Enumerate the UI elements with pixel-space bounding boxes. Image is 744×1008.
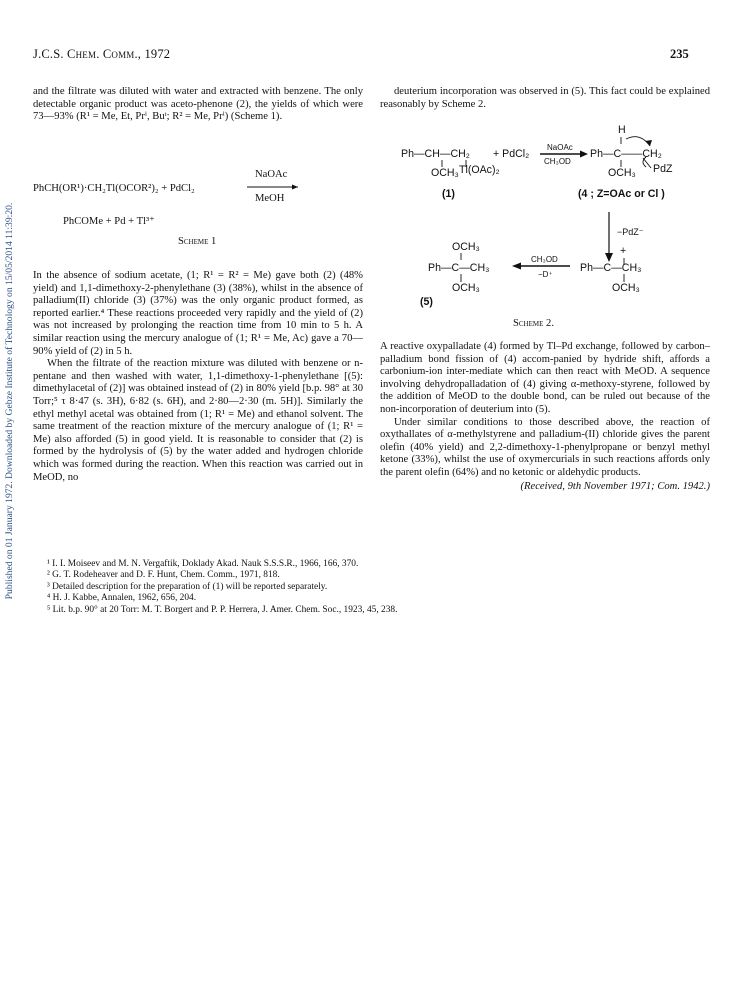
- left-para1-text: and the filtrate was diluted with water and extracted with benzene. The only detectable organic product was aceto-phenone (2), the yields of which were 73—93% (R¹ = Me, Et, Prⁱ, Buᵗ; R² = Me, Prⁱ) (Scheme 1).: [33, 86, 363, 123]
- scheme2-int-h: H: [618, 124, 626, 136]
- scheme2-int-sub-left: OCH₃: [608, 167, 636, 179]
- right-para3-text: Under similar conditions to those described above, the reaction of oxythallates of α-methylstyrene and palladium-(II) chloride gives the parent olefin (40% yield) and 2,2-dimethoxy-1-phenylpropane or benzyl methyl ketone (33%), whilst the use of oxymercurials in such reactions affords only the parent olefin (64%) and no ketonic or aldehydic products.: [380, 416, 710, 478]
- scheme1-caption: Scheme 1: [178, 236, 217, 247]
- reference-3: ³ Detailed description for the preparation of (1) will be reported separately.: [47, 581, 328, 592]
- scheme2-reactant-top: Ph—CH—CH₂: [401, 148, 470, 160]
- journal-header: J.C.S. Chem. Comm., 1972: [33, 47, 171, 61]
- scheme2-reactant-sub-right: Tl(OAc)₂: [459, 164, 500, 176]
- left-para3-text: When the filtrate of the reaction mixture was diluted with benzene or n-pentane and then washed with water, 1,1-dimethoxy-1-phenylethane [(5): dimethylacetal of (2)] was obtained instead of (2) in 80% yield [b.p. 98° at 30 Torr;⁵ τ 8·47 (s. 3H), 6·82 (s. 6H), and 2·80—2·30 (m. 5H)]. Similarly the ethyl methyl acetal was obtained from (1; R¹ = Me) and ethanol solvent. The same treatment of the reaction mixture of the mercury analogue of (1; R¹ = Me) also afforded (5) in good yield. It is reasonable to consider that (2) is formed by the hydrolysis of (5) by the water added and hydrogen chloride which was formed during the reaction. When this reaction was carried out in MeOD, no: [33, 358, 363, 483]
- reference-5: ⁵ Lit. b.p. 90° at 20 Torr: M. T. Borgert and P. P. Herrera, J. Amer. Chem. Soc., 1923, 45, 238.: [47, 604, 398, 615]
- scheme2-reactant-sub-left: OCH₃: [431, 167, 459, 179]
- scheme2-plus-reagent: + PdCl₂: [493, 148, 530, 160]
- scheme2-arrow1-top: NaOAc: [547, 143, 573, 152]
- reference-2: ² G. T. Rodeheaver and D. F. Hunt, Chem. Comm., 1971, 818.: [47, 570, 280, 581]
- scheme2-arrow3-bottom: −D⁺: [538, 270, 553, 279]
- scheme2-label-4: (4 ; Z=OAc or Cl ): [578, 188, 665, 200]
- right-para1-text: deuterium incorporation was observed in (5). This fact could be explained reasonably by Scheme 2.: [380, 86, 710, 110]
- scheme1-reagent-bottom: MeOH: [255, 193, 285, 204]
- left-para2-text: In the absence of sodium acetate, (1; R¹ = R² = Me) gave both (2) (48% yield) and 1,1-dimethoxy-2-phenylethane (3) (38%), whilst in the absence of palladium(II) chloride (3) (37%) was the only organic product formed, as reported earlier.⁴ These reactions proceeded very rapidly and the yield of (2) was not increased by prolonging the reaction time from 10 min to 5 h. A similar reaction using the mercury analogue of (1; R¹ = Me, Ac) gave a 70—90% yield of (2) in 5 h.: [33, 270, 363, 357]
- scheme1-reagent-top: NaOAc: [255, 169, 288, 180]
- scheme2-label-5: (5): [420, 296, 433, 308]
- scheme2-cation-top: Ph—C—CH₃: [580, 262, 642, 274]
- right-paragraph-2: [380, 341, 710, 493]
- download-stamp: Published on 01 January 1972. Downloaded by Gebze Institute of Technology on 15/05/2014 11:39:20.: [4, 202, 15, 600]
- scheme1-product: PhCOMe + Pd + Tl³⁺: [63, 216, 155, 227]
- scheme1-reactant: PhCH(OR¹)·CH₂Tl(OCOR²)₂ + PdCl₂: [33, 183, 195, 194]
- scheme2-int-top: Ph—C——CH₂: [590, 148, 662, 160]
- scheme2-product-bottom: OCH₃: [452, 282, 480, 294]
- reference-4: ⁴ H. J. Kabbe, Annalen, 1962, 656, 204.: [47, 593, 197, 604]
- scheme2-label-1: (1): [442, 188, 455, 200]
- scheme2-cation-bottom: OCH₃: [612, 282, 640, 294]
- reference-1: ¹ I. I. Moiseev and M. N. Vergaftik, Doklady Akad. Nauk S.S.S.R., 1966, 166, 370.: [47, 559, 359, 569]
- right-para2-text: A reactive oxypalladate (4) formed by Tl–Pd exchange, followed by carbon–palladium bond fission of (4) accom-panied by hydride shift, affords a carbonium-ion inter-mediate which can then react with MeOD. A sequence involving dehydropalladation of (4) giving α-methoxy-styrene, followed by the addition of MeOD to the double bond, can be ruled out because of the non-incorporation of deuterium into (5).: [380, 341, 710, 415]
- scheme2-product-top: OCH₃: [452, 241, 480, 253]
- scheme2-caption: Scheme 2.: [513, 318, 554, 329]
- scheme2-arrow1-bottom: CH₃OD: [544, 157, 571, 166]
- scheme2-int-sub-right: PdZ: [653, 163, 673, 175]
- page-number: 235: [670, 47, 689, 61]
- scheme2-arrow3-top: CH₃OD: [531, 255, 558, 264]
- received-line: (Received, 9th November 1971; Com. 1942.): [520, 480, 710, 492]
- scheme2-arrow2-label: −PdZ⁻: [617, 227, 644, 237]
- scheme2-cation-plus: +: [620, 245, 627, 257]
- references: [47, 559, 707, 616]
- scheme2-product-mid: Ph—C—CH₃: [428, 262, 490, 274]
